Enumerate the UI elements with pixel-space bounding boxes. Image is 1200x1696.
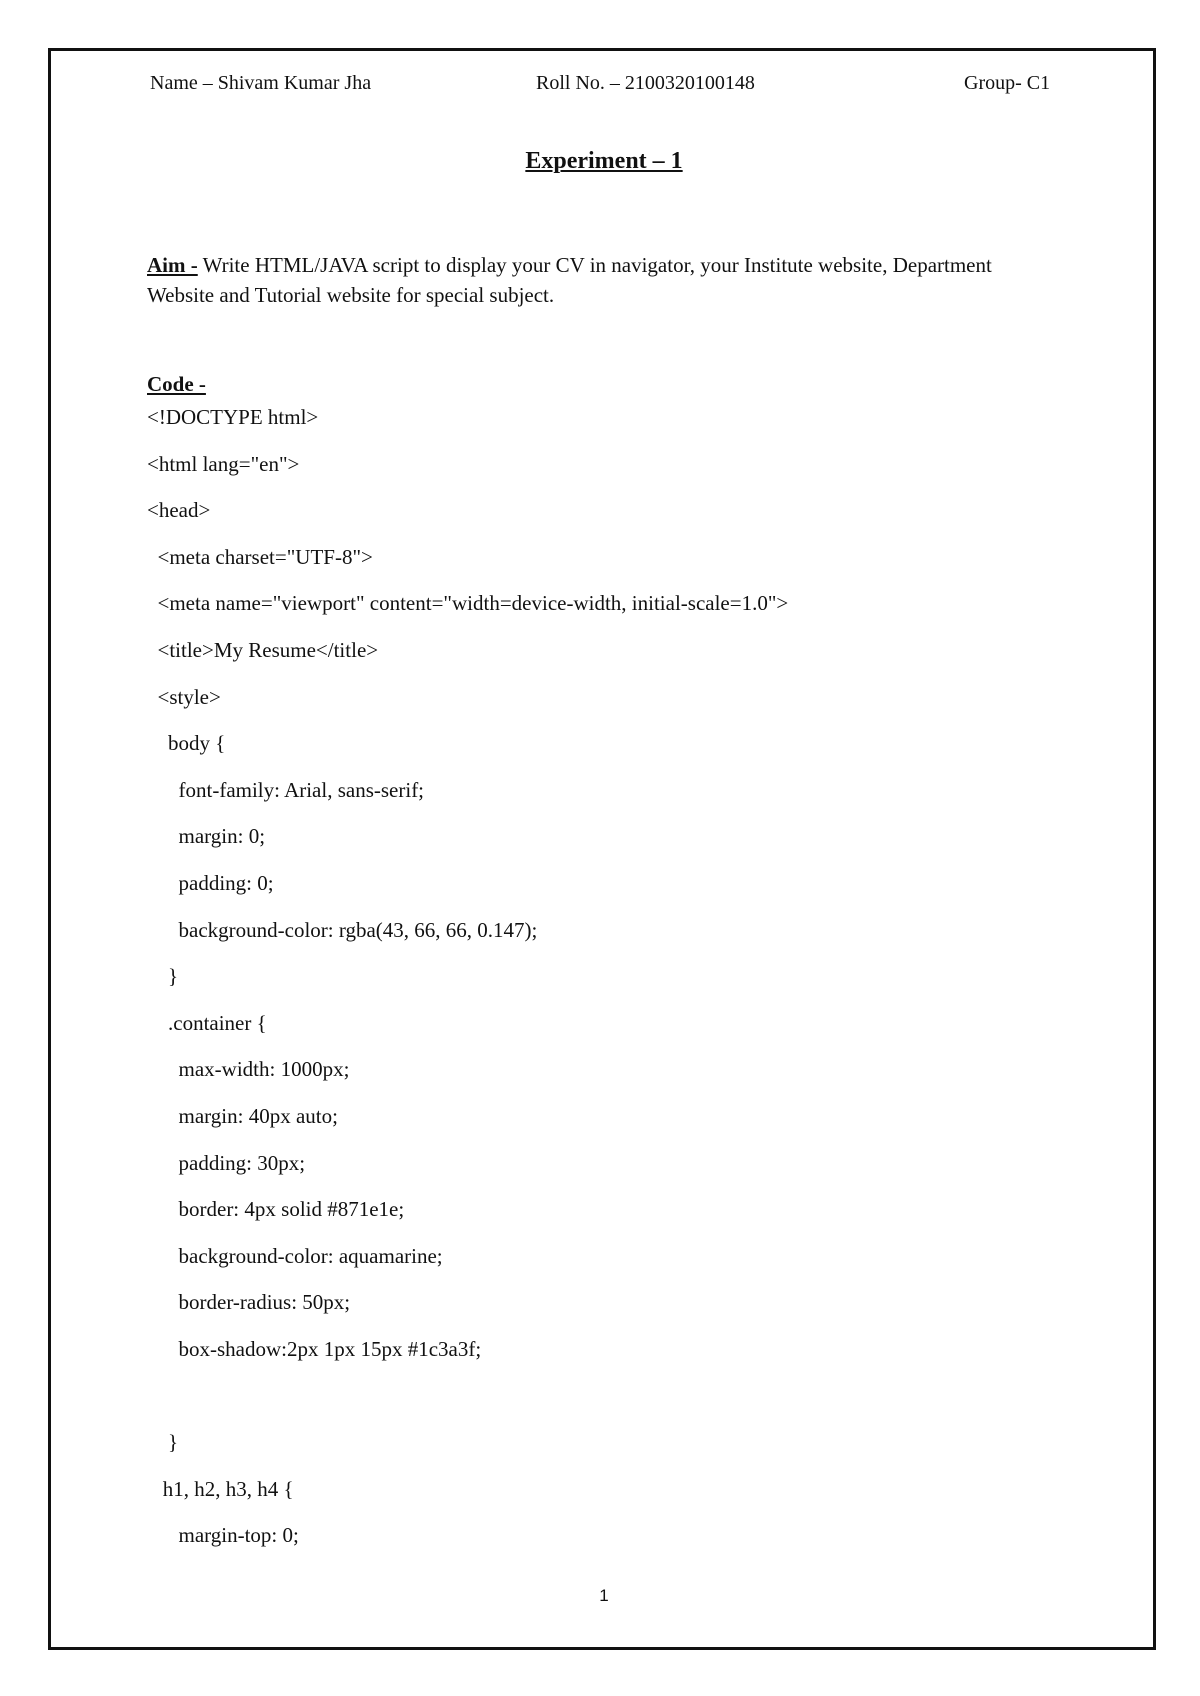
code-line: background-color: rgba(43, 66, 66, 0.147);: [147, 917, 538, 942]
code-line: margin-top: 0;: [147, 1523, 299, 1548]
group-label: Group- C1: [964, 72, 1051, 94]
code-line: }: [147, 964, 179, 989]
document-header: [0, 72, 1200, 102]
code-line: <head>: [147, 498, 211, 523]
page-number: 1: [599, 1586, 609, 1605]
code-line: }: [147, 1430, 179, 1455]
code-line: margin: 40px auto;: [147, 1103, 338, 1128]
aim-text: Write HTML/JAVA script to display your CV in navigator, your Institute website, Department Website and Tutorial website for special subject.: [147, 253, 992, 307]
code-line: <style>: [147, 684, 221, 709]
code-line: <!DOCTYPE html>: [147, 405, 319, 429]
code-listing: [147, 402, 1047, 1567]
experiment-title: Experiment – 1: [525, 148, 683, 174]
code-line: h1, h2, h3, h4 {: [147, 1476, 294, 1501]
code-line: [147, 1380, 1047, 1427]
code-line: border: 4px solid #871e1e;: [147, 1197, 405, 1222]
code-line: padding: 0;: [147, 870, 274, 895]
code-line: <title>My Resume</title>: [147, 637, 379, 662]
code-line: <meta charset="UTF-8">: [147, 544, 373, 569]
code-line: <meta name="viewport" content="width=device-width, initial-scale=1.0">: [147, 591, 789, 616]
code-line: margin: 0;: [147, 824, 266, 849]
aim-paragraph: [147, 250, 1047, 310]
code-line: max-width: 1000px;: [147, 1057, 350, 1082]
code-line: background-color: aquamarine;: [147, 1243, 443, 1268]
code-line: padding: 30px;: [147, 1150, 306, 1175]
roll-number: Roll No. – 2100320100148: [536, 72, 755, 94]
code-line: border-radius: 50px;: [147, 1290, 351, 1315]
student-name: Name – Shivam Kumar Jha: [150, 72, 372, 94]
code-line: font-family: Arial, sans-serif;: [147, 777, 425, 802]
code-heading: Code -: [147, 372, 206, 396]
code-line: body {: [147, 731, 226, 756]
aim-label: Aim -: [147, 253, 198, 277]
code-line: box-shadow:2px 1px 15px #1c3a3f;: [147, 1336, 482, 1361]
code-line: .container {: [147, 1010, 267, 1035]
code-line: <html lang="en">: [147, 451, 300, 476]
